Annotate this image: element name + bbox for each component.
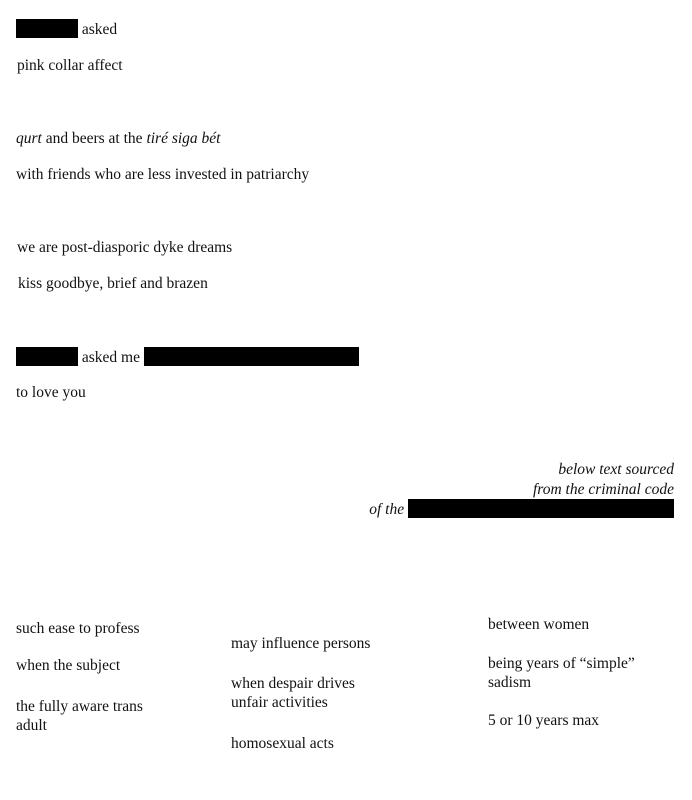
poem-line-3-italic-a: qurt <box>16 130 42 147</box>
poem-line-6: kiss goodbye, brief and brazen <box>18 275 208 292</box>
redaction-bar <box>144 347 359 366</box>
poem-line-3-italic-b: tiré siga bét <box>146 130 221 147</box>
redaction-bar <box>16 19 78 38</box>
column-middle-line: homosexual acts <box>231 735 334 752</box>
poem-line-8: to love you <box>16 384 86 401</box>
column-right-line: 5 or 10 years max <box>488 712 600 729</box>
column-middle-line: when despair drives <box>231 675 355 692</box>
poem-line-1-text: asked <box>81 21 118 38</box>
poem-line-3-mid: and beers at the <box>41 130 147 147</box>
poem-line-7 <box>16 347 359 368</box>
source-note-line-3 <box>369 499 674 520</box>
poem-line-2: pink collar affect <box>17 57 123 74</box>
source-note-line-1: below text sourced <box>558 461 674 478</box>
column-middle-line: unfair activities <box>231 694 328 711</box>
column-right-line: sadism <box>488 674 532 691</box>
column-left-line: when the subject <box>16 657 121 674</box>
column-left-line: such ease to profess <box>16 620 140 637</box>
poem-line-7-text: asked me <box>81 349 140 366</box>
redaction-bar <box>408 499 674 518</box>
source-note-line-2: from the criminal code <box>532 481 674 498</box>
poem-line-3 <box>16 129 221 149</box>
column-right-line: being years of “simple” <box>488 655 635 672</box>
column-left-line: adult <box>16 717 47 734</box>
column-left-line: the fully aware trans <box>16 698 143 715</box>
column-middle-line: may influence persons <box>231 635 371 652</box>
column-right-line: between women <box>488 616 590 633</box>
source-note-prefix: of the <box>369 501 405 518</box>
poem-line-5: we are post-diasporic dyke dreams <box>17 239 233 256</box>
redaction-bar <box>16 347 78 366</box>
poem-line-1 <box>16 19 117 40</box>
poem-line-4: with friends who are less invested in patriarchy <box>16 166 310 183</box>
